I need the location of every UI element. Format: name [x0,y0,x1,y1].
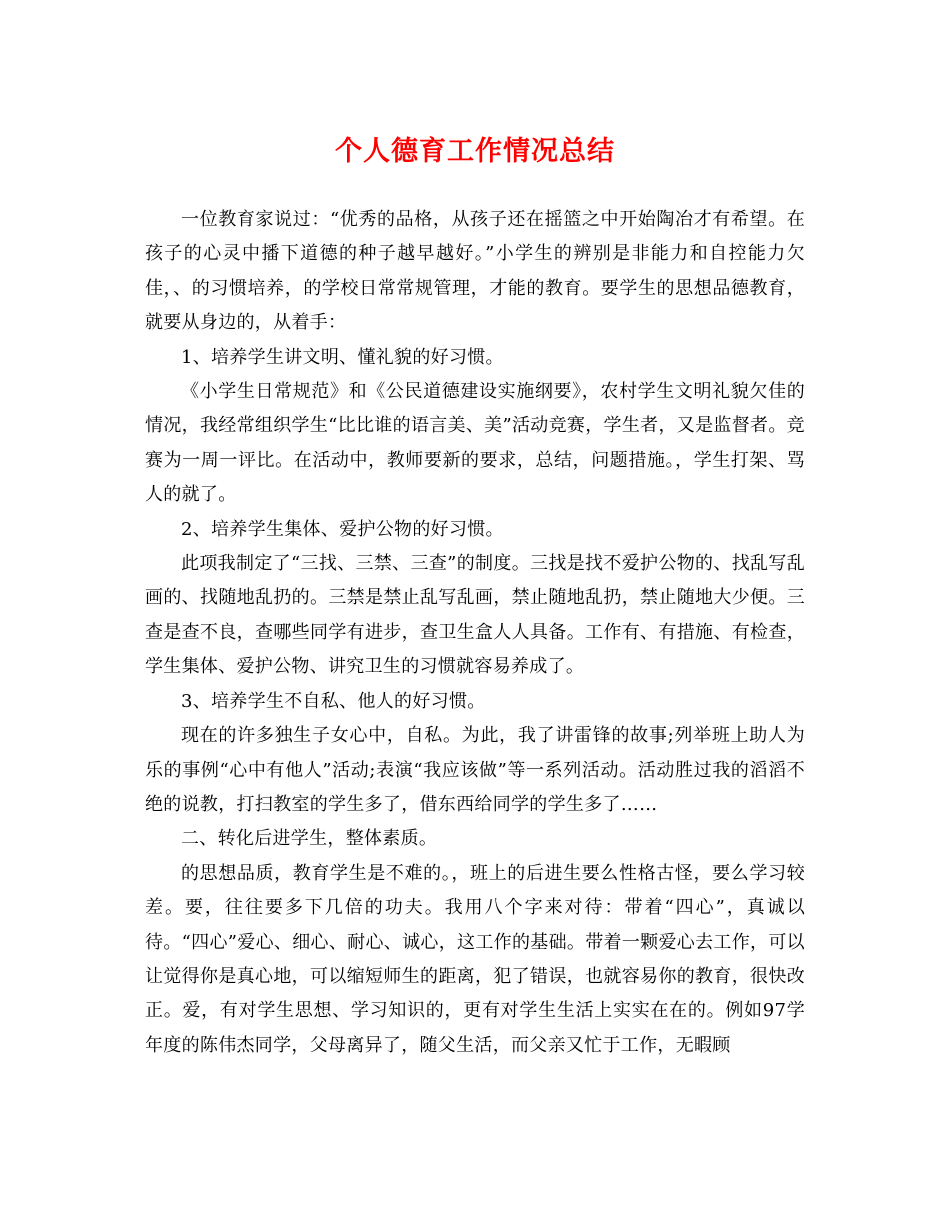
section-heading-2: 2、培养学生集体、爱护公物的好习惯。 [181,518,504,540]
paragraph-part-2: 的思想品质，教育学生是不难的。，班上的后进生要么性格古怪，要么学习较差。要，往往要多下几倍的功夫。我用八个字来对待：带着“四心”，真诚以待。“四心”爱心、细心、耐心、诚心，这工作的基础。带着一颗爱心去工作，可以让觉得你是真心地，可以缩短师生的距离，犯了错误，也就容易你的教育，很快改正。爱，有对学生思想、学习知识的，更有对学生生活上实实在在的。例如97学年度的陈伟杰同学，父母离异了，随父生活，而父亲又忙于工作，无暇顾 [145,862,805,1056]
paragraph-section-3: 现在的许多独生子女心中，自私。为此，我了讲雷锋的故事;列举班上助人为乐的事例“心中有他人”活动;表演“我应该做”等一系列活动。活动胜过我的滔滔不绝的说教，打扫教室的学生多了，借东西给同学的学生多了…… [145,725,805,815]
paragraph-section-1: 《小学生日常规范》和《公民道德建设实施纲要》，农村学生文明礼貌欠佳的情况，我经常组织学生“比比谁的语言美、美”活动竞赛，学生者，又是监督者。竞赛为一周一评比。在活动中，教师要新的要求，总结，问题措施。，学生打架、骂人的就了。 [145,381,805,506]
document-body [145,203,805,1063]
section-heading-1: 1、培养学生讲文明、懂礼貌的好习惯。 [181,346,504,368]
section-heading-part-2: 二、转化后进学生，整体素质。 [181,828,438,850]
paragraph-intro: 一位教育家说过：“优秀的品格，从孩子还在摇篮之中开始陶冶才有希望。在孩子的心灵中播下道德的种子越早越好。”小学生的辨别是非能力和自控能力欠佳，、的习惯培养，的学校日常常规管理，才能的教育。要学生的思想品德教育，就要从身边的，从着手： [145,209,805,334]
paragraph-section-2: 此项我制定了“三找、三禁、三查”的制度。三找是找不爱护公物的、找乱写乱画的、找随地乱扔的。三禁是禁止乱写乱画，禁止随地乱扔，禁止随地大少便。三查是查不良，查哪些同学有进步，查卫生盒人人具备。工作有、有措施、有检查，学生集体、爱护公物、讲究卫生的习惯就容易养成了。 [145,553,805,678]
document-title: 个人德育工作情况总结 [335,136,615,167]
section-heading-3: 3、培养学生不自私、他人的好习惯。 [181,690,486,712]
